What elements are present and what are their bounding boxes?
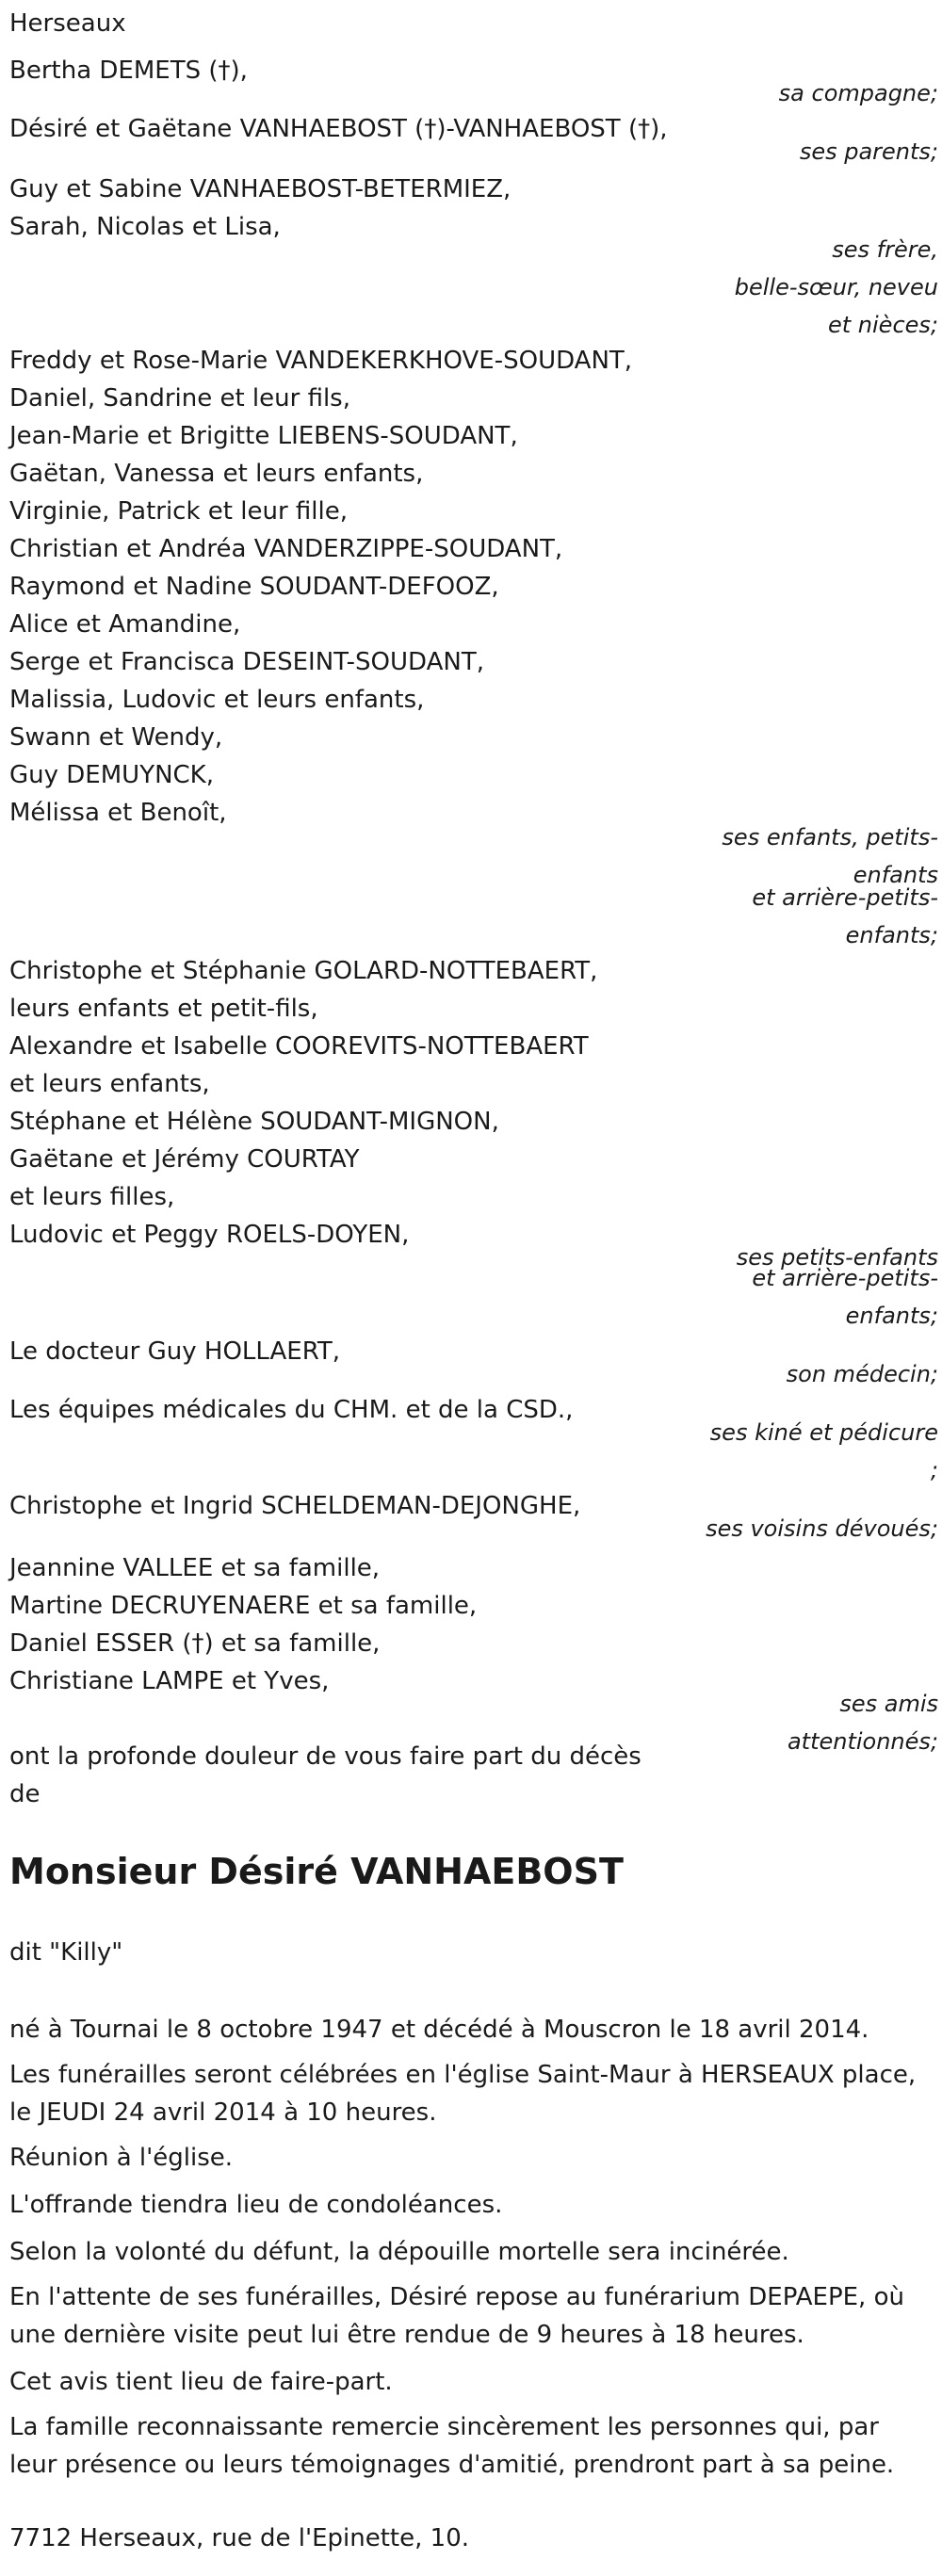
relationship-label: belle-sœur, neveu	[734, 274, 938, 300]
relationship-label: enfants;	[845, 922, 938, 948]
text-line: En l'attente de ses funérailles, Désiré repose au funérarium DEPAEPE, où	[9, 2283, 904, 2311]
relationship-label: enfants;	[845, 1303, 938, 1329]
text-line: Christophe et Stéphanie GOLARD-NOTTEBAERT,	[9, 957, 598, 985]
text-line: Ludovic et Peggy ROELS-DOYEN,	[9, 1221, 410, 1249]
relationship-label: ses kiné et pédicure	[709, 1419, 938, 1446]
text-line: Daniel ESSER (†) et sa famille,	[9, 1629, 381, 1658]
text-line: Sarah, Nicolas et Lisa,	[9, 213, 281, 241]
text-line: Alexandre et Isabelle COOREVITS-NOTTEBAERT	[9, 1032, 589, 1061]
text-line: le JEUDI 24 avril 2014 à 10 heures.	[9, 2098, 437, 2127]
text-line: Les équipes médicales du CHM. et de la CSD.,	[9, 1396, 574, 1424]
text-line: La famille reconnaissante remercie sincèrement les personnes qui, par	[9, 2413, 879, 2441]
text-line: Raymond et Nadine SOUDANT-DEFOOZ,	[9, 573, 499, 601]
text-line: Christophe et Ingrid SCHELDEMAN-DEJONGHE,	[9, 1492, 581, 1520]
text-line: et leurs enfants,	[9, 1070, 210, 1098]
text-line: Malissia, Ludovic et leurs enfants,	[9, 686, 425, 714]
text-line: Freddy et Rose-Marie VANDEKERKHOVE-SOUDANT,	[9, 347, 633, 375]
relationship-label: enfants	[853, 862, 938, 888]
relationship-label: ses parents;	[799, 138, 938, 165]
text-line: Les funérailles seront célébrées en l'église Saint-Maur à HERSEAUX place,	[9, 2061, 917, 2089]
text-line: Le docteur Guy HOLLAERT,	[9, 1337, 341, 1366]
text-line: leurs enfants et petit-fils,	[9, 995, 318, 1023]
text-line: Guy et Sabine VANHAEBOST-BETERMIEZ,	[9, 175, 512, 203]
text-line: de	[9, 1780, 41, 1808]
text-line: Jeannine VALLEE et sa famille,	[9, 1554, 381, 1582]
text-line: Herseaux	[9, 9, 126, 38]
deceased-name: Monsieur Désiré VANHAEBOST	[9, 1851, 624, 1892]
text-line: né à Tournai le 8 octobre 1947 et décédé à Mouscron le 18 avril 2014.	[9, 2016, 869, 2044]
relationship-label: et arrière-petits-	[752, 1265, 938, 1291]
relationship-label: ses voisins dévoués;	[706, 1515, 938, 1542]
text-line: Gaëtane et Jérémy COURTAY	[9, 1145, 360, 1174]
text-line: Serge et Francisca DESEINT-SOUDANT,	[9, 648, 484, 676]
relationship-label: ses petits-enfants	[736, 1244, 938, 1271]
relationship-label: et arrière-petits-	[752, 884, 938, 911]
text-line: Daniel, Sandrine et leur fils,	[9, 384, 350, 413]
text-line: leur présence ou leurs témoignages d'amitié, prendront part à sa peine.	[9, 2451, 895, 2479]
relationship-label: sa compagne;	[778, 80, 938, 106]
relationship-label: ses enfants, petits-	[722, 824, 938, 851]
text-line: Bertha DEMETS (†),	[9, 57, 248, 85]
text-line: Réunion à l'église.	[9, 2144, 234, 2172]
relationship-label: et nièces;	[828, 312, 938, 338]
text-line: Christian et Andréa VANDERZIPPE-SOUDANT,	[9, 535, 563, 563]
text-line: Guy DEMUYNCK,	[9, 761, 214, 789]
text-line: Stéphane et Hélène SOUDANT-MIGNON,	[9, 1108, 499, 1136]
text-line: et leurs filles,	[9, 1183, 175, 1211]
text-line: Christiane LAMPE et Yves,	[9, 1667, 330, 1695]
text-line: Cet avis tient lieu de faire-part.	[9, 2368, 393, 2396]
relationship-label: son médecin;	[786, 1361, 938, 1387]
text-line: Gaëtan, Vanessa et leurs enfants,	[9, 460, 424, 488]
text-line: 7712 Herseaux, rue de l'Epinette, 10.	[9, 2524, 469, 2552]
text-line: Selon la volonté du défunt, la dépouille mortelle sera incinérée.	[9, 2238, 789, 2266]
text-line: ont la profonde douleur de vous faire part du décès	[9, 1742, 642, 1771]
text-line: Swann et Wendy,	[9, 723, 223, 752]
text-line: Virginie, Patrick et leur fille,	[9, 497, 348, 526]
text-line: Alice et Amandine,	[9, 610, 241, 639]
text-line: Désiré et Gaëtane VANHAEBOST (†)-VANHAEBOST (†),	[9, 115, 668, 143]
text-line: L'offrande tiendra lieu de condoléances.	[9, 2191, 503, 2219]
text-line: dit "Killy"	[9, 1938, 123, 1967]
relationship-label: ses amis	[839, 1691, 938, 1717]
text-line: Jean-Marie et Brigitte LIEBENS-SOUDANT,	[9, 422, 518, 450]
relationship-label: attentionnés;	[787, 1728, 938, 1755]
relationship-label: ses frère,	[832, 236, 938, 263]
text-line: Mélissa et Benoît,	[9, 799, 227, 827]
text-line: Martine DECRUYENAERE et sa famille,	[9, 1592, 478, 1620]
relationship-label: ;	[930, 1457, 938, 1483]
text-line: une dernière visite peut lui être rendue de 9 heures à 18 heures.	[9, 2321, 804, 2349]
